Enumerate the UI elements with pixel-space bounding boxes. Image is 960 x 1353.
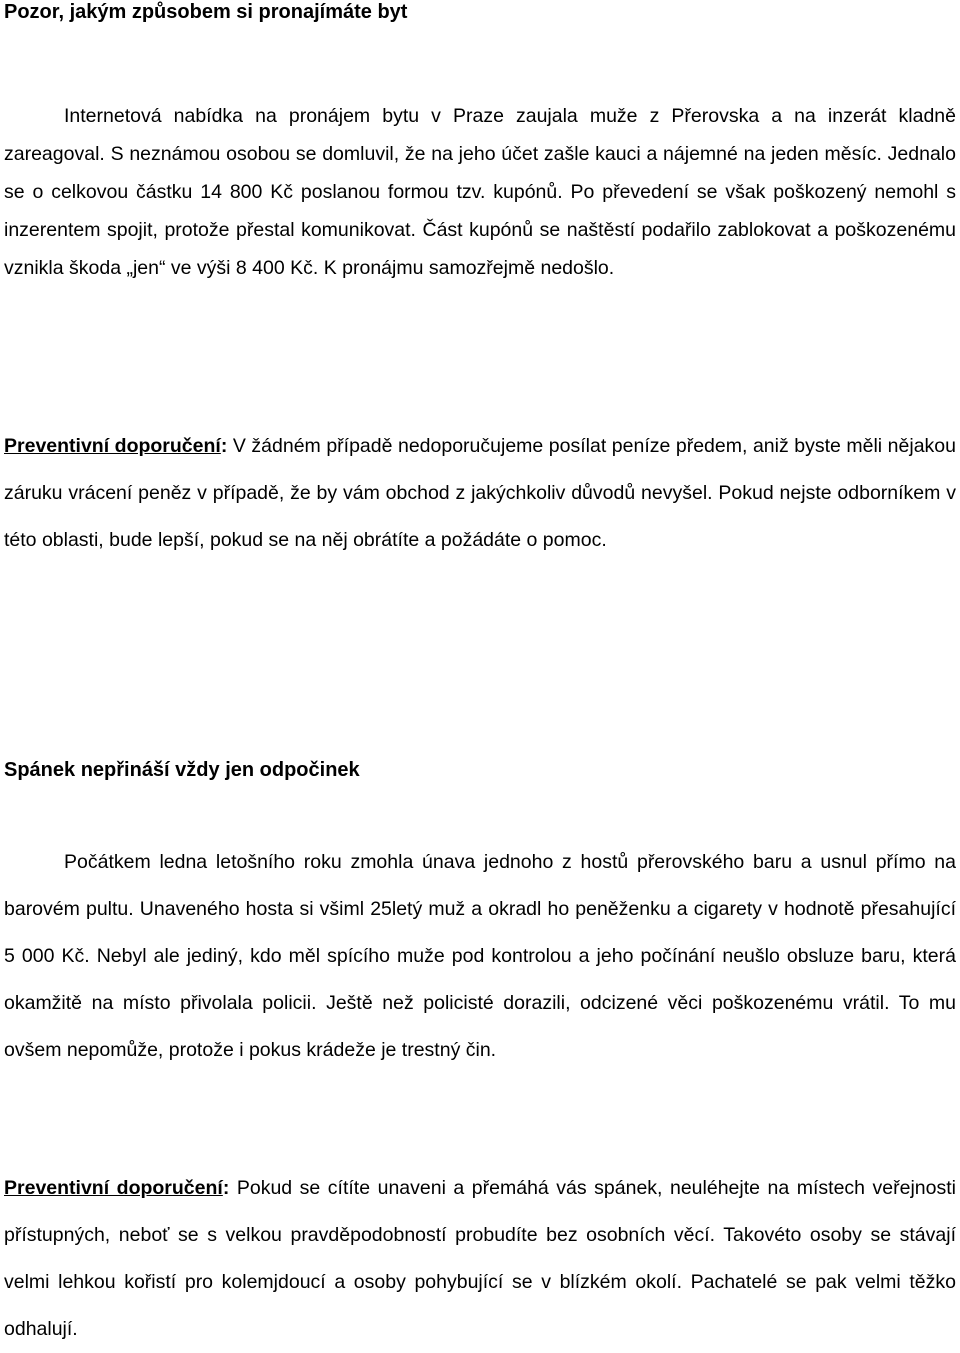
advice-text-block [4,1165,956,1353]
story-paragraph [4,97,956,287]
section-heading: Spánek nepřináší vždy jen odpočinek [4,759,360,781]
advice-text: V žádném případě nedoporučujeme posílat peníze předem, aniž byste měli nějakou záruku vrácení peněz v případě, že by vám obchod z jakýchkoliv důvodů nevyšel. Pokud nejste odborníkem v této oblasti, bude lepší, pokud se na něj obrátíte a požádáte o pomoc. [4,435,956,551]
story-text: Počátkem ledna letošního roku zmohla únava jednoho z hostů přerovského baru a usnul přímo na barovém pultu. Unaveného hosta si všiml 25letý muž a okradl ho peněženku a cigarety v hodnotě přesahující 5 000 Kč. Nebyl ale jediný, kdo měl spícího muže pod kontrolou a jeho počínání neušlo obsluze baru, která okamžitě na místo přivolala policii. Ještě než policisté dorazili, odcizené věci poškozenému vrátil. To mu ovšem nepomůže, protože i pokus krádeže je trestný čin. [4,851,956,1061]
story-text: Internetová nabídka na pronájem bytu v Praze zaujala muže z Přerovska a na inzerát kladně zareagoval. S neznámou osobou se domluvil, že na jeho účet zašle kauci a nájemné na jeden měsíc. Jednalo se o celkovou částku 14 800 Kč poslanou formou tzv. kupónů. Po převedení se však poškozený nemohl s inzerentem spojit, protože přestal komunikovat. Část kupónů se naštěstí podařilo zablokovat a poškozenému vznikla škoda „jen“ ve výši 8 400 Kč. K pronájmu samozřejmě nedošlo. [4,105,956,279]
advice-paragraph [4,1165,956,1353]
story-paragraph [4,839,956,1074]
advice-text-block [4,423,956,564]
advice-colon: : [220,435,228,457]
advice-label: Preventivní doporučení [4,435,221,457]
advice-text: Pokud se cítíte unaveni a přemáhá vás spánek, neuléhejte na místech veřejnosti přístupných, neboť se s velkou pravděpodobností probudíte bez osobních věcí. Takovéto osoby se stávají velmi lehkou kořistí pro kolemjdoucí a osoby pohybující se v blízkém okolí. Pachatelé se pak velmi těžko odhalují. [4,1177,956,1340]
section-heading: Pozor, jakým způsobem si pronajímáte byt [4,1,408,23]
advice-paragraph [4,423,956,564]
advice-colon: : [222,1177,230,1199]
advice-label: Preventivní doporučení [4,1177,223,1199]
